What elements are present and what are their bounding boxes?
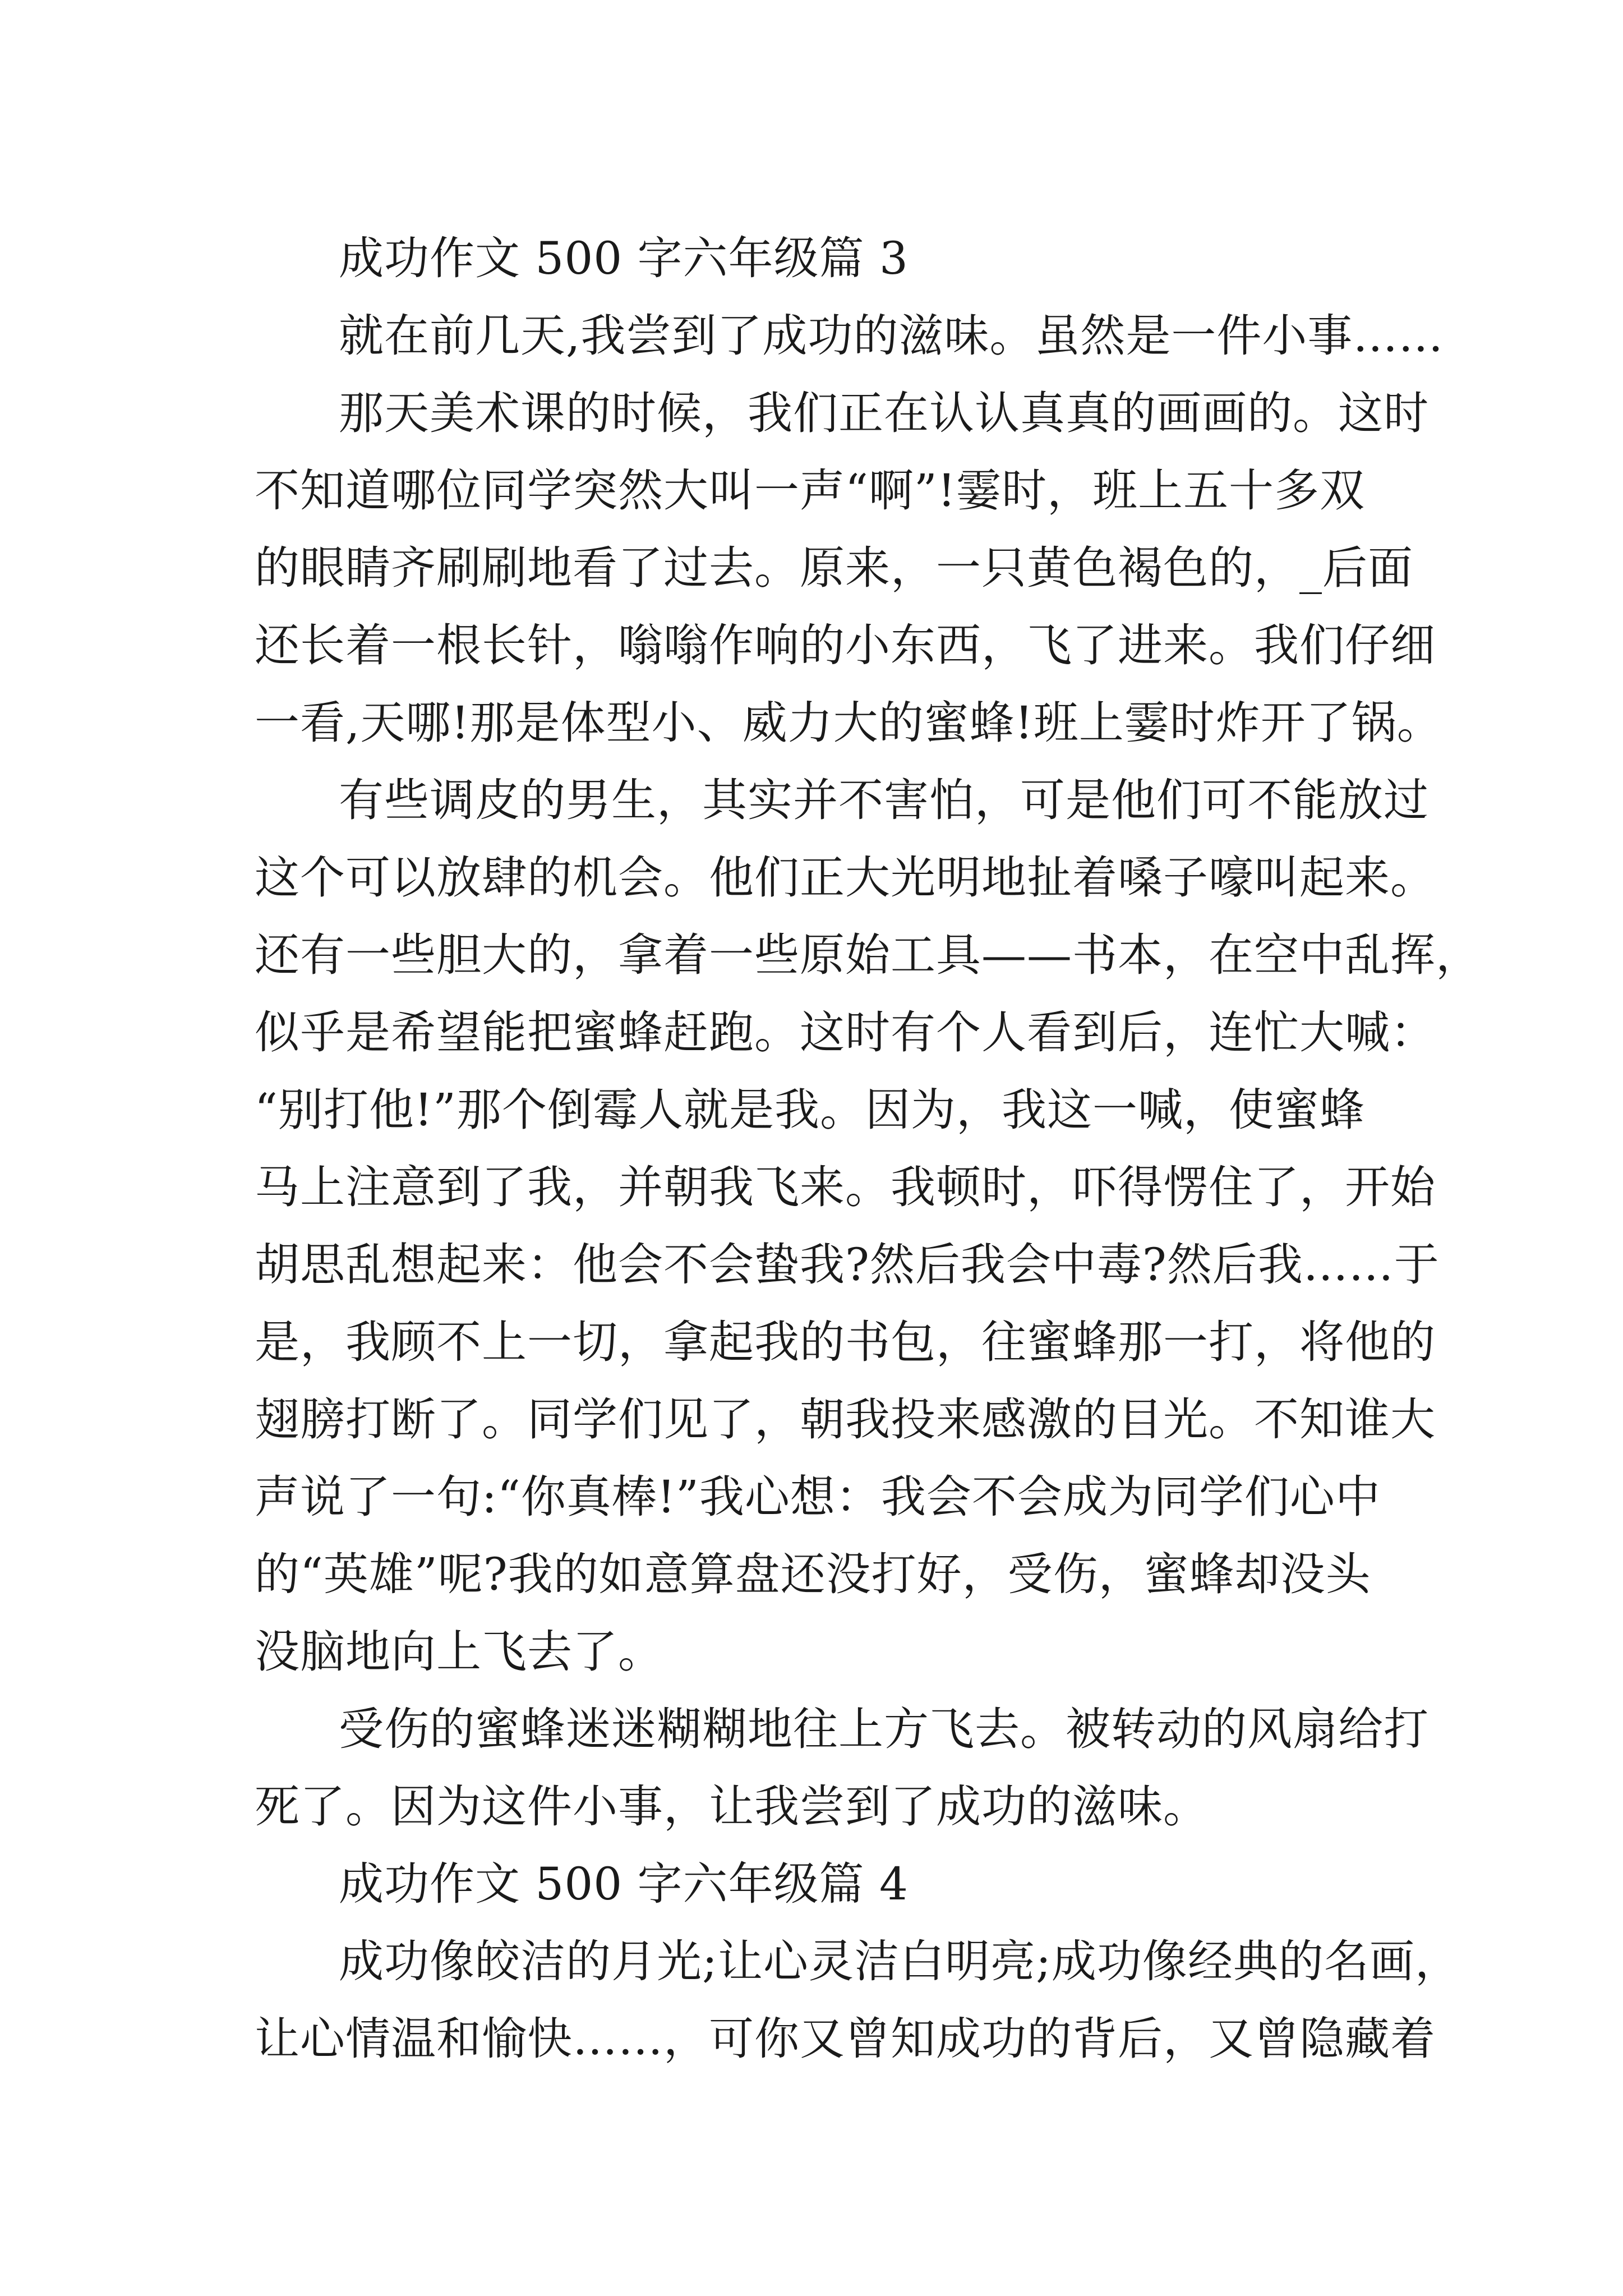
paragraph-line: 有些调皮的男生，其实并不害怕，可是他们可不能放过 <box>339 774 1429 826</box>
paragraph-line: 声说了一句:“你真棒!”我心想：我会不会成为同学们心中 <box>255 1471 1381 1523</box>
paragraph-line: 受伤的蜜蜂迷迷糊糊地往上方飞去。被转动的风扇给打 <box>339 1703 1429 1755</box>
paragraph-line: 的“英雄”呢?我的如意算盘还没打好，受伤，蜜蜂却没头 <box>255 1548 1371 1600</box>
paragraph-line: 这个可以放肆的机会。他们正大光明地扯着嗓子嚎叫起来。 <box>255 852 1436 904</box>
paragraph-line: 没脑地向上飞去了。 <box>255 1626 663 1678</box>
paragraph-line: 似乎是希望能把蜜蜂赶跑。这时有个人看到后，连忙大喊： <box>255 1006 1436 1059</box>
paragraph-line: 是，我顾不上一切，拿起我的书包，往蜜蜂那一打，将他的 <box>255 1316 1436 1368</box>
document-body <box>255 220 1481 2078</box>
paragraph-line: “别打他!”那个倒霉人就是我。因为，我这一喊，使蜜蜂 <box>255 1084 1365 1136</box>
section-heading-4: 成功作文 500 字六年级篇 4 <box>339 1858 909 1910</box>
paragraph-line: 死了。因为这件小事，让我尝到了成功的滋味。 <box>255 1780 1209 1833</box>
paragraph-line: 翅膀打断了。同学们见了，朝我投来感激的目光。不知谁大 <box>255 1393 1436 1446</box>
paragraph-line: 胡思乱想起来：他会不会蛰我?然后我会中毒?然后我……于 <box>255 1239 1440 1291</box>
paragraph-line: 还有一些胆大的，拿着一些原始工具——书本，在空中乱挥， <box>255 929 1481 981</box>
paragraph-line: 就在前几天,我尝到了成功的滋味。虽然是一件小事…… <box>339 310 1444 362</box>
paragraph-line: 的眼睛齐刷刷地看了过去。原来，一只黄色褐色的，_后面 <box>255 542 1413 594</box>
paragraph-line: 不知道哪位同学突然大叫一声“啊”!霎时，班上五十多双 <box>255 464 1365 517</box>
paragraph-line: 还长着一根长针，嗡嗡作响的小东西，飞了进来。我们仔细 <box>255 619 1436 671</box>
paragraph-line: 马上注意到了我，并朝我飞来。我顿时，吓得愣住了，开始 <box>255 1161 1436 1213</box>
paragraph-line: 一看,天哪!那是体型小、威力大的蜜蜂!班上霎时炸开了锅。 <box>255 697 1442 749</box>
section-heading-3: 成功作文 500 字六年级篇 3 <box>339 232 909 284</box>
paragraph-line: 成功像皎洁的月光;让心灵洁白明亮;成功像经典的名画， <box>339 1935 1460 1987</box>
paragraph-line: 让心情温和愉快……，可你又曾知成功的背后，又曾隐藏着 <box>255 2013 1436 2065</box>
paragraph-line: 那天美术课的时候，我们正在认认真真的画画的。这时 <box>339 387 1429 439</box>
